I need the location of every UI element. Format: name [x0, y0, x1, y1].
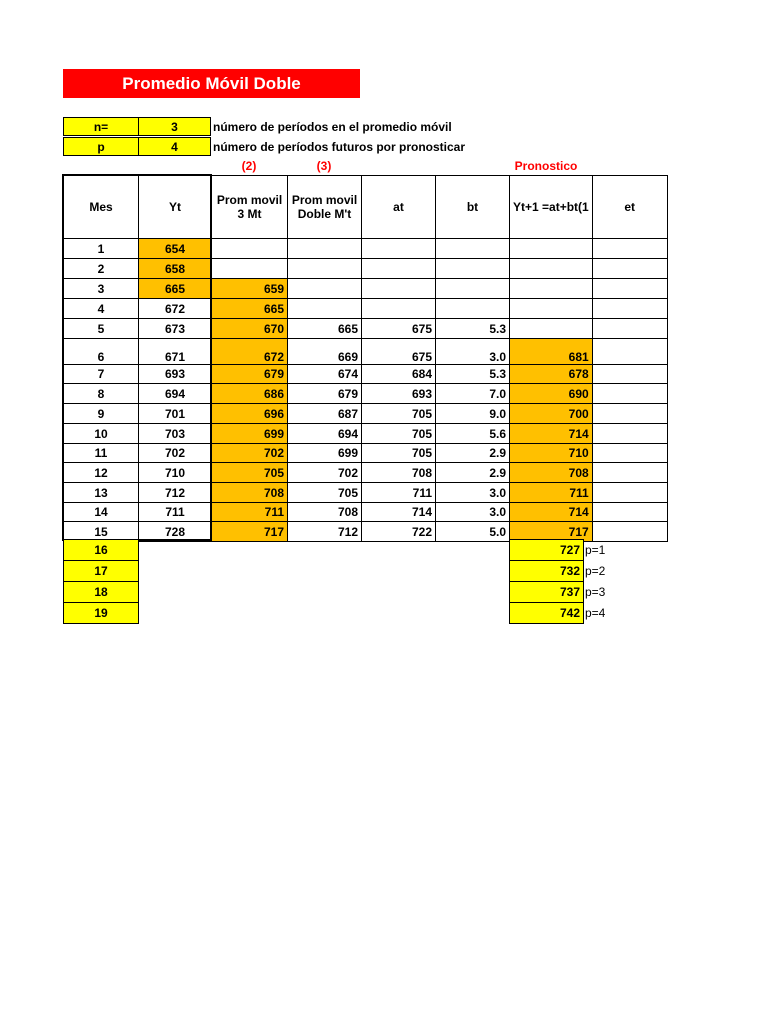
- cell-yt[interactable]: 673: [139, 319, 212, 339]
- cell-forecast[interactable]: 708: [510, 463, 593, 483]
- param-p-value[interactable]: 4: [138, 137, 211, 156]
- cell-at[interactable]: 675: [362, 319, 436, 339]
- cell-empty[interactable]: [288, 540, 362, 561]
- cell-et[interactable]: [592, 239, 667, 259]
- cell-empty[interactable]: [436, 582, 510, 603]
- cell-at[interactable]: 714: [362, 503, 436, 522]
- cell-at[interactable]: 675: [362, 339, 436, 365]
- cell-empty[interactable]: [362, 540, 436, 561]
- cell-mpt[interactable]: 665: [288, 319, 362, 339]
- cell-mpt[interactable]: [288, 239, 362, 259]
- cell-yt[interactable]: 703: [139, 424, 212, 444]
- cell-yt[interactable]: 711: [139, 503, 212, 522]
- cell-mt[interactable]: 670: [212, 319, 288, 339]
- table-row: [64, 259, 668, 279]
- cell-mt[interactable]: 705: [212, 463, 288, 483]
- cell-forecast[interactable]: 732: [510, 561, 584, 582]
- pronostico-label: Pronostico: [514, 159, 578, 173]
- cell-forecast[interactable]: 714: [510, 503, 593, 522]
- cell-mt[interactable]: 702: [212, 444, 288, 463]
- param-n-description: número de períodos en el promedio móvil: [213, 119, 452, 134]
- cell-empty[interactable]: [212, 540, 288, 561]
- sheet-title: Promedio Móvil Doble: [63, 69, 360, 98]
- table-row: [64, 319, 668, 339]
- cell-mt[interactable]: 708: [212, 483, 288, 503]
- cell-forecast[interactable]: [510, 319, 593, 339]
- param-n-value[interactable]: 3: [138, 117, 211, 136]
- param-n-label[interactable]: n=: [63, 117, 139, 136]
- cell-bt[interactable]: [436, 299, 510, 319]
- cell-mes[interactable]: 19: [64, 603, 139, 624]
- cell-mt[interactable]: 696: [212, 404, 288, 424]
- cell-at[interactable]: [362, 299, 436, 319]
- cell-mes[interactable]: 3: [64, 279, 139, 299]
- cell-empty[interactable]: [288, 582, 362, 603]
- header-mes[interactable]: Mes: [64, 176, 139, 239]
- forecast-table: [63, 539, 659, 624]
- cell-mt[interactable]: [212, 239, 288, 259]
- cell-forecast[interactable]: 727: [510, 540, 584, 561]
- cell-empty[interactable]: [139, 561, 212, 582]
- table-row: [64, 239, 668, 259]
- cell-mes[interactable]: 2: [64, 259, 139, 279]
- cell-bt[interactable]: [436, 259, 510, 279]
- cell-empty[interactable]: [288, 561, 362, 582]
- table-row: [64, 424, 668, 444]
- cell-empty[interactable]: [139, 582, 212, 603]
- cell-et[interactable]: [592, 259, 667, 279]
- cell-forecast[interactable]: 681: [510, 339, 593, 365]
- cell-empty[interactable]: [436, 561, 510, 582]
- cell-p-label: p=3: [585, 585, 606, 599]
- cell-mes[interactable]: 15: [64, 522, 139, 542]
- cell-et[interactable]: [592, 299, 667, 319]
- cell-forecast[interactable]: 714: [510, 424, 593, 444]
- cell-mes[interactable]: 4: [64, 299, 139, 319]
- cell-yt[interactable]: 710: [139, 463, 212, 483]
- cell-mes[interactable]: 10: [64, 424, 139, 444]
- cell-bt[interactable]: 2.9: [436, 463, 510, 483]
- cell-bt[interactable]: 7.0: [436, 384, 510, 404]
- cell-yt[interactable]: 672: [139, 299, 212, 319]
- cell-mt[interactable]: 679: [212, 365, 288, 384]
- cell-yt[interactable]: 728: [139, 522, 212, 542]
- cell-et[interactable]: [592, 365, 667, 384]
- table-row: [64, 384, 668, 404]
- cell-mes[interactable]: 13: [64, 483, 139, 503]
- cell-at[interactable]: 722: [362, 522, 436, 542]
- cell-forecast[interactable]: 717: [510, 522, 593, 542]
- cell-mes[interactable]: 9: [64, 404, 139, 424]
- cell-mpt[interactable]: 705: [288, 483, 362, 503]
- forecast-row: [64, 603, 659, 624]
- cell-mes[interactable]: 1: [64, 239, 139, 259]
- marker-2: (2): [241, 159, 257, 173]
- cell-mpt[interactable]: 708: [288, 503, 362, 522]
- cell-bt[interactable]: [436, 239, 510, 259]
- forecast-row: [64, 540, 659, 561]
- forecast-row: [64, 561, 659, 582]
- table-row: [64, 339, 668, 365]
- cell-yt[interactable]: 654: [139, 239, 212, 259]
- cell-at[interactable]: [362, 259, 436, 279]
- cell-mes[interactable]: 17: [64, 561, 139, 582]
- cell-forecast[interactable]: [510, 299, 593, 319]
- cell-at[interactable]: 708: [362, 463, 436, 483]
- cell-et[interactable]: [592, 339, 667, 365]
- cell-empty[interactable]: [212, 561, 288, 582]
- cell-et[interactable]: [592, 404, 667, 424]
- header-et[interactable]: et: [592, 176, 667, 239]
- cell-mes[interactable]: 14: [64, 503, 139, 522]
- data-table: [63, 175, 668, 542]
- cell-at[interactable]: [362, 239, 436, 259]
- cell-yt[interactable]: 665: [139, 279, 212, 299]
- table-row: [64, 503, 668, 522]
- cell-forecast[interactable]: [510, 279, 593, 299]
- cell-mpt[interactable]: 712: [288, 522, 362, 542]
- cell-mpt[interactable]: 687: [288, 404, 362, 424]
- header-at[interactable]: at: [362, 176, 436, 239]
- table-row: [64, 279, 668, 299]
- cell-forecast[interactable]: [510, 239, 593, 259]
- cell-et[interactable]: [592, 279, 667, 299]
- cell-at[interactable]: 693: [362, 384, 436, 404]
- cell-at[interactable]: 705: [362, 404, 436, 424]
- cell-mes[interactable]: 11: [64, 444, 139, 463]
- cell-empty[interactable]: [212, 582, 288, 603]
- cell-mpt[interactable]: [288, 299, 362, 319]
- cell-p-label: p=4: [585, 606, 606, 620]
- cell-empty[interactable]: [139, 540, 212, 561]
- cell-bt[interactable]: 9.0: [436, 404, 510, 424]
- cell-forecast[interactable]: 700: [510, 404, 593, 424]
- cell-empty[interactable]: [362, 561, 436, 582]
- cell-mes[interactable]: 6: [64, 339, 139, 365]
- cell-et[interactable]: [592, 424, 667, 444]
- cell-mpt[interactable]: 699: [288, 444, 362, 463]
- cell-empty[interactable]: [288, 603, 362, 624]
- cell-mes[interactable]: 5: [64, 319, 139, 339]
- header-bt[interactable]: bt: [436, 176, 510, 239]
- cell-et[interactable]: [592, 384, 667, 404]
- cell-yt[interactable]: 671: [139, 339, 212, 365]
- cell-yt[interactable]: 694: [139, 384, 212, 404]
- cell-mt[interactable]: 686: [212, 384, 288, 404]
- cell-mes[interactable]: 16: [64, 540, 139, 561]
- table-row: [64, 404, 668, 424]
- cell-empty[interactable]: [139, 603, 212, 624]
- cell-et[interactable]: [592, 483, 667, 503]
- cell-bt[interactable]: [436, 279, 510, 299]
- forecast-row: [64, 582, 659, 603]
- cell-yt[interactable]: 693: [139, 365, 212, 384]
- cell-yt[interactable]: 658: [139, 259, 212, 279]
- cell-at[interactable]: 711: [362, 483, 436, 503]
- header-mt[interactable]: Prom movil 3 Mt: [212, 176, 288, 239]
- cell-mt[interactable]: 699: [212, 424, 288, 444]
- cell-yt[interactable]: 701: [139, 404, 212, 424]
- cell-mes[interactable]: 7: [64, 365, 139, 384]
- cell-bt[interactable]: 2.9: [436, 444, 510, 463]
- header-mpt[interactable]: Prom movil Doble M't: [288, 176, 362, 239]
- cell-mpt[interactable]: 702: [288, 463, 362, 483]
- cell-mpt[interactable]: 679: [288, 384, 362, 404]
- header-row: [64, 176, 668, 239]
- header-forecast[interactable]: Yt+1 =at+bt(1: [510, 176, 593, 239]
- cell-empty[interactable]: [436, 603, 510, 624]
- cell-bt[interactable]: 3.0: [436, 339, 510, 365]
- cell-et[interactable]: [592, 463, 667, 483]
- cell-forecast[interactable]: 690: [510, 384, 593, 404]
- cell-mt[interactable]: [212, 259, 288, 279]
- cell-yt[interactable]: 712: [139, 483, 212, 503]
- cell-at[interactable]: 684: [362, 365, 436, 384]
- cell-mpt[interactable]: 669: [288, 339, 362, 365]
- table-row: [64, 365, 668, 384]
- cell-mt[interactable]: 672: [212, 339, 288, 365]
- table-row: [64, 299, 668, 319]
- param-p-description: número de períodos futuros por pronosticar: [213, 139, 466, 154]
- cell-empty[interactable]: [362, 603, 436, 624]
- cell-bt[interactable]: 5.3: [436, 365, 510, 384]
- cell-mt[interactable]: 711: [212, 503, 288, 522]
- cell-mes[interactable]: 8: [64, 384, 139, 404]
- marker-3: (3): [316, 159, 332, 173]
- cell-p-label: p=1: [585, 543, 606, 557]
- cell-et[interactable]: [592, 319, 667, 339]
- table-row: [64, 444, 668, 463]
- cell-forecast[interactable]: 737: [510, 582, 584, 603]
- cell-mpt[interactable]: 674: [288, 365, 362, 384]
- cell-et[interactable]: [592, 444, 667, 463]
- cell-forecast[interactable]: 710: [510, 444, 593, 463]
- cell-mt[interactable]: 717: [212, 522, 288, 542]
- cell-bt[interactable]: 3.0: [436, 483, 510, 503]
- cell-forecast[interactable]: 711: [510, 483, 593, 503]
- cell-bt[interactable]: 5.0: [436, 522, 510, 542]
- param-p-label[interactable]: p: [63, 137, 139, 156]
- cell-at[interactable]: [362, 279, 436, 299]
- cell-at[interactable]: 705: [362, 424, 436, 444]
- cell-yt[interactable]: 702: [139, 444, 212, 463]
- header-yt[interactable]: Yt: [139, 176, 212, 239]
- table-row: [64, 463, 668, 483]
- cell-et[interactable]: [592, 503, 667, 522]
- cell-forecast[interactable]: [510, 259, 593, 279]
- cell-forecast[interactable]: 742: [510, 603, 584, 624]
- cell-p-label: p=2: [585, 564, 606, 578]
- cell-mt[interactable]: 665: [212, 299, 288, 319]
- cell-mes[interactable]: 18: [64, 582, 139, 603]
- cell-empty[interactable]: [362, 582, 436, 603]
- cell-mpt[interactable]: [288, 279, 362, 299]
- cell-empty[interactable]: [212, 603, 288, 624]
- cell-empty[interactable]: [436, 540, 510, 561]
- cell-mpt[interactable]: 694: [288, 424, 362, 444]
- cell-forecast[interactable]: 678: [510, 365, 593, 384]
- cell-mes[interactable]: 12: [64, 463, 139, 483]
- cell-bt[interactable]: 5.3: [436, 319, 510, 339]
- cell-bt[interactable]: 3.0: [436, 503, 510, 522]
- cell-bt[interactable]: 5.6: [436, 424, 510, 444]
- table-row: [64, 483, 668, 503]
- cell-mt[interactable]: 659: [212, 279, 288, 299]
- cell-mpt[interactable]: [288, 259, 362, 279]
- cell-at[interactable]: 705: [362, 444, 436, 463]
